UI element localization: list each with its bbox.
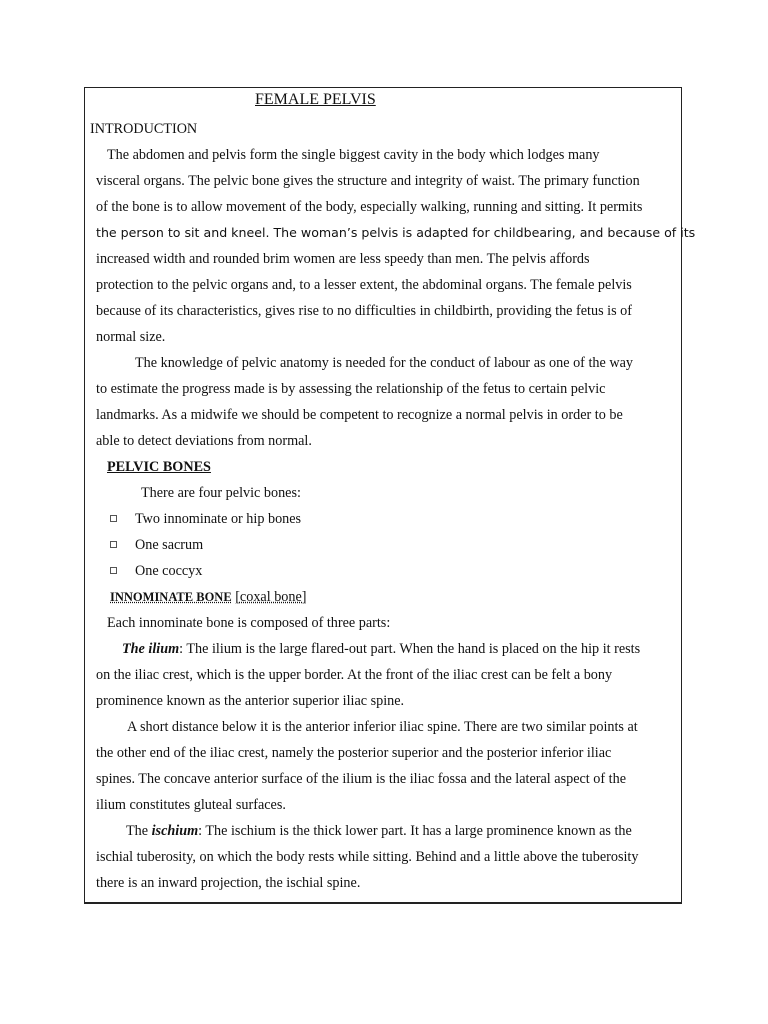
intro-heading: INTRODUCTION xyxy=(90,121,198,137)
innominate-intro: Each innominate bone is composed of three parts: xyxy=(107,615,391,631)
intro-line-2: visceral organs. The pelvic bone gives the structure and integrity of waist. The primary function xyxy=(96,173,640,189)
pelvic-bone-item-1: Two innominate or hip bones xyxy=(135,511,302,527)
ilium-term: The ilium xyxy=(122,641,180,657)
spine-line-4: ilium constitutes gluteal surfaces. xyxy=(96,797,286,813)
ischium-line-1 xyxy=(126,823,632,839)
knowledge-line-3: landmarks. As a midwife we should be competent to recognize a normal pelvis in order to be xyxy=(96,407,623,423)
bullet-box-icon xyxy=(110,567,117,574)
pelvic-bone-item-2: One sacrum xyxy=(135,537,204,553)
bullet-box-icon xyxy=(110,541,117,548)
bullet-box-icon xyxy=(110,515,117,522)
page-title: FEMALE PELVIS xyxy=(255,91,376,108)
pelvic-bone-item-3: One coccyx xyxy=(135,563,203,579)
spine-line-2: the other end of the iliac crest, namely the posterior superior and the posterior inferior iliac xyxy=(96,745,612,761)
innominate-heading: INNOMINATE BONE xyxy=(110,590,232,604)
knowledge-line-1: The knowledge of pelvic anatomy is needed for the conduct of labour as one of the way xyxy=(135,355,633,371)
ilium-line-3: prominence known as the anterior superior iliac spine. xyxy=(96,693,405,709)
ischium-line-3: there is an inward projection, the ischial spine. xyxy=(96,875,361,891)
intro-line-5: increased width and rounded brim women are less speedy than men. The pelvis affords xyxy=(96,251,590,267)
innominate-heading-row xyxy=(110,589,307,605)
pelvic-bones-intro: There are four pelvic bones: xyxy=(141,485,301,501)
intro-line-6: protection to the pelvic organs and, to a lesser extent, the abdominal organs. The female pelvis xyxy=(96,277,632,293)
knowledge-line-2: to estimate the progress made is by assessing the relationship of the fetus to certain pelvic xyxy=(96,381,606,397)
ilium-text-1: : The ilium is the large flared-out part. When the hand is placed on the hip it rests xyxy=(179,641,641,657)
spine-line-3: spines. The concave anterior surface of the ilium is the iliac fossa and the lateral aspect of the xyxy=(96,771,626,787)
intro-line-8: normal size. xyxy=(96,329,166,345)
intro-line-1: The abdomen and pelvis form the single biggest cavity in the body which lodges many xyxy=(107,147,600,163)
ischium-prefix: The xyxy=(126,823,152,839)
innominate-subheading: [coxal bone] xyxy=(235,589,307,605)
ilium-line-2: on the iliac crest, which is the upper border. At the front of the iliac crest can be felt a bony xyxy=(96,667,613,683)
intro-line-7: because of its characteristics, gives rise to no difficulties in childbirth, providing the fetus is of xyxy=(96,303,632,319)
ilium-line-1 xyxy=(122,641,640,657)
pelvic-bones-heading: PELVIC BONES xyxy=(107,459,211,475)
ischium-term: ischium xyxy=(151,823,199,839)
knowledge-line-4: able to detect deviations from normal. xyxy=(96,433,312,449)
intro-line-3: of the bone is to allow movement of the body, especially walking, running and sitting. It permits xyxy=(96,199,643,215)
spine-line-1: A short distance below it is the anterior inferior iliac spine. There are two similar points at xyxy=(127,719,638,735)
intro-line-4: the person to sit and kneel. The woman’s pelvis is adapted for childbearing, and because of its xyxy=(96,225,696,240)
ischium-text-1: : The ischium is the thick lower part. It has a large prominence known as the xyxy=(198,823,632,839)
ischium-line-2: ischial tuberosity, on which the body rests while sitting. Behind and a little above the tuberosity xyxy=(96,849,639,865)
